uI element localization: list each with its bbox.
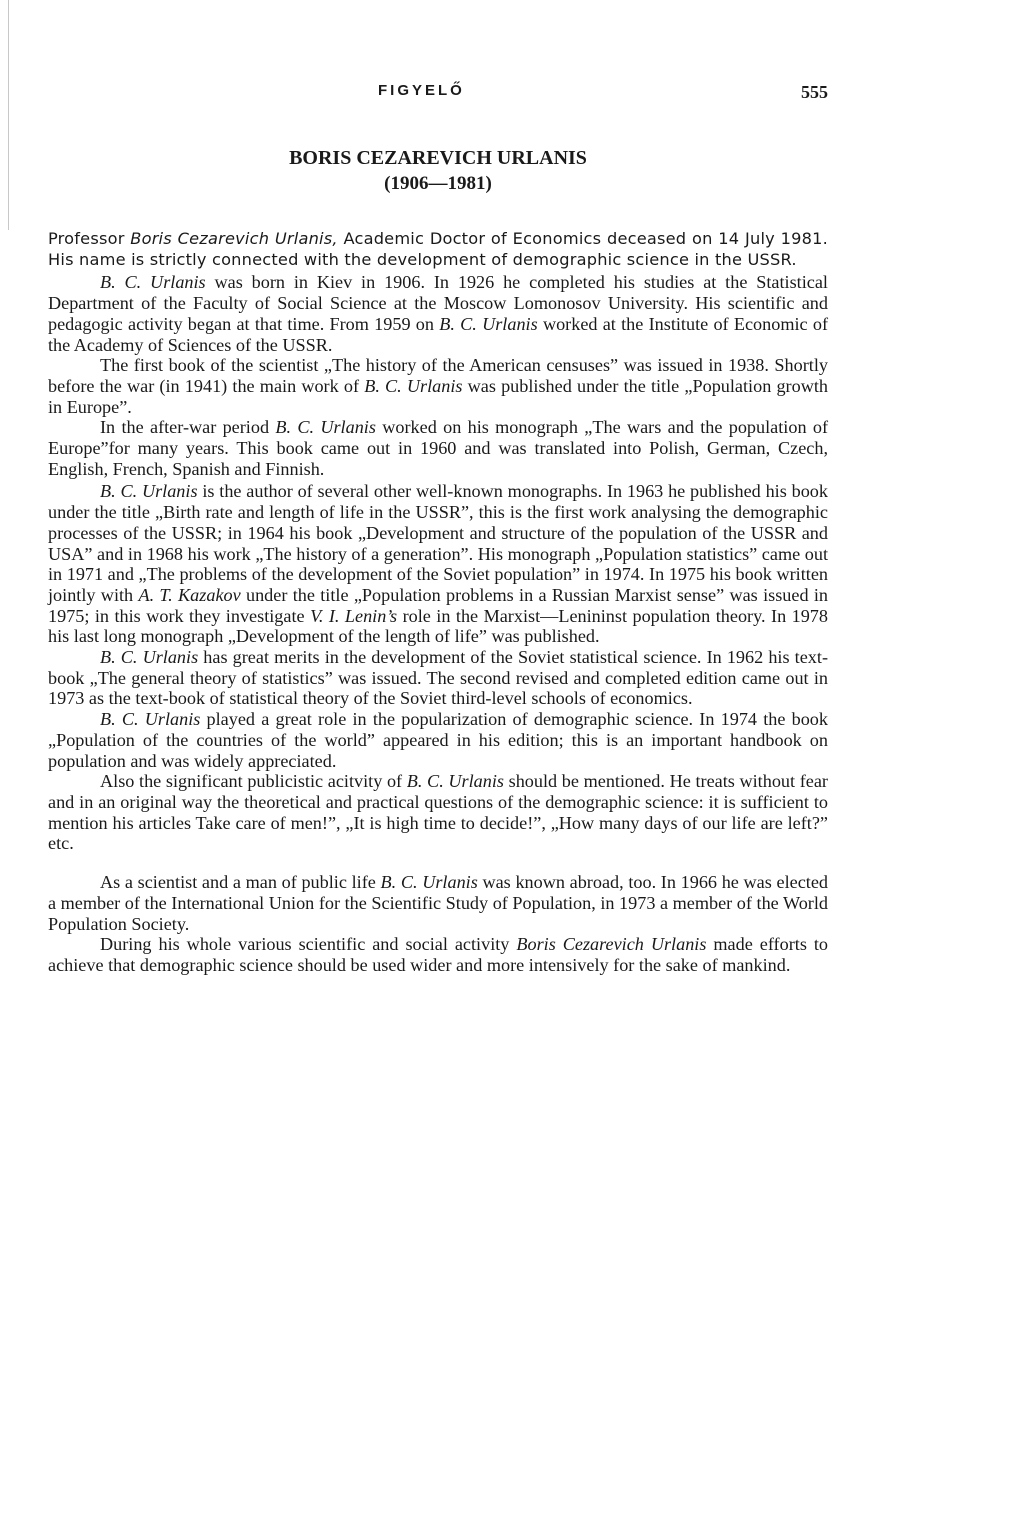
text-run: As a scientist and a man of public life [100, 872, 381, 893]
italic-name: Boris Cezarevich Urlanis, [130, 229, 338, 248]
text-run: played a great role in the popularization of demographic science. In 1974 the book „Population of the countries of the world” appeared in his edition; this is an important handbook on population and was widely appreciated. [48, 709, 828, 771]
text-run: Also the significant publicistic acitvity of [100, 771, 407, 792]
text-run: role in the Marxist—Lenininst population theory. In 1978 his last long monograph „Development of the length of life” was published. [48, 605, 828, 647]
paragraph-statistics [48, 647, 828, 709]
article-title-block [48, 145, 828, 197]
italic-name: B. C. Urlanis [100, 481, 198, 502]
paragraph-first-book [48, 355, 828, 417]
text-run: was known abroad, too. In 1966 he was elected a member of the International Union for the Scientific Study of Population, in 1973 a member of the World Population Society. [48, 872, 828, 934]
italic-name: V. I. Lenin’s [310, 605, 398, 626]
text-run: During his whole various scientific and social activity [100, 934, 517, 955]
text-run: under the title „Population problems in a Russian Marxist sense” was issued in 1975; in this work they investigate [48, 584, 828, 626]
italic-name: Boris Cezarevich Urlanis [516, 934, 707, 955]
paragraph-intro [48, 229, 828, 270]
text-run: worked on his monograph „The wars and the population of Europe”for many years. This book came out in 1960 and was translated into Polish, German, Czech, English, French, Spanish and Finnish. [48, 417, 829, 479]
page-number: 555 [801, 82, 828, 102]
paragraph-abroad [48, 872, 828, 934]
text-run: was born in Kiev in 1906. In 1926 he completed his studies at the Statistical Department of the Faculty of Social Science at the Moscow Lomonosov University. His scientific and pedagogic activity began at that time. From 1959 on [48, 272, 828, 334]
text-run: Professor [48, 229, 131, 248]
italic-name: B. C. Urlanis [406, 771, 504, 792]
text-run: was published under the title „Population growth in Europe”. [48, 375, 828, 417]
text-run: The first book of the scientist „The history of the American censuses” was issued in 1938. Shortly before the war (in 1941) the main work of [48, 355, 828, 396]
italic-name: B. C. Urlanis [364, 375, 463, 396]
paragraph-popularization [48, 709, 828, 771]
paragraph-conclusion [48, 934, 828, 975]
italic-name: A. T. Kazakov [138, 584, 241, 605]
text-run: Academic Doctor of Economics deceased on 14 July 1981. His name is strictly connected with the development of demographic science in the USSR. [48, 229, 828, 269]
paragraph-monographs [48, 481, 828, 647]
italic-name: B. C. Urlanis [100, 272, 206, 293]
article-body [48, 229, 828, 976]
article-years: (1906—1981) [384, 173, 492, 194]
text-run: should be mentioned. He treats without fear and in an original way the theoretical and practical questions of the demographic science: it is sufficient to mention his articles Take care of men!”, „It is high time to decide!”, „How many days of our life are left?” etc. [48, 771, 828, 854]
italic-name: B. C. Urlanis [100, 647, 199, 668]
italic-name: B. C. Urlanis [100, 709, 201, 730]
paragraph-after-war [48, 417, 828, 479]
article-title: BORIS CEZAREVICH URLANIS [289, 147, 587, 169]
italic-name: B. C. Urlanis [439, 313, 538, 334]
text-run: has great merits in the development of the Soviet statistical science. In 1962 his text-book „The general theory of statistics” was issued. The second revised and completed edition came out in 1973 as the text-book of statistical theory of the Soviet third-level schools of economics. [48, 647, 829, 709]
italic-name: B. C. Urlanis [380, 872, 478, 893]
text-run: worked at the Institute of Economic of the Academy of Sciences of the USSR. [48, 313, 828, 355]
paragraph-publicistic [48, 771, 828, 854]
text-run: In the after-war period [100, 417, 276, 438]
paragraph-biography [48, 272, 828, 355]
text-run: is the author of several other well-known monographs. In 1963 he published his book under the title „Birth rate and length of life in the USSR”, this is the first work analysing the demographic processes of the USSR; in 1964 his book „Development and structure of the population of the USSR and USA” and in 1968 his work „The history of a generation”. His monograph „Population statistics” came out in 1971 and „The problems of the development of the Soviet population” in 1974. In 1975 his book written jointly with [48, 481, 828, 605]
italic-name: B. C. Urlanis [275, 417, 376, 438]
page-binding-edge [8, 0, 23, 230]
text-run: made efforts to achieve that demographic science should be used wider and more intensively for the sake of mankind. [48, 934, 829, 975]
journal-running-title: FIGYELŐ [378, 82, 465, 99]
